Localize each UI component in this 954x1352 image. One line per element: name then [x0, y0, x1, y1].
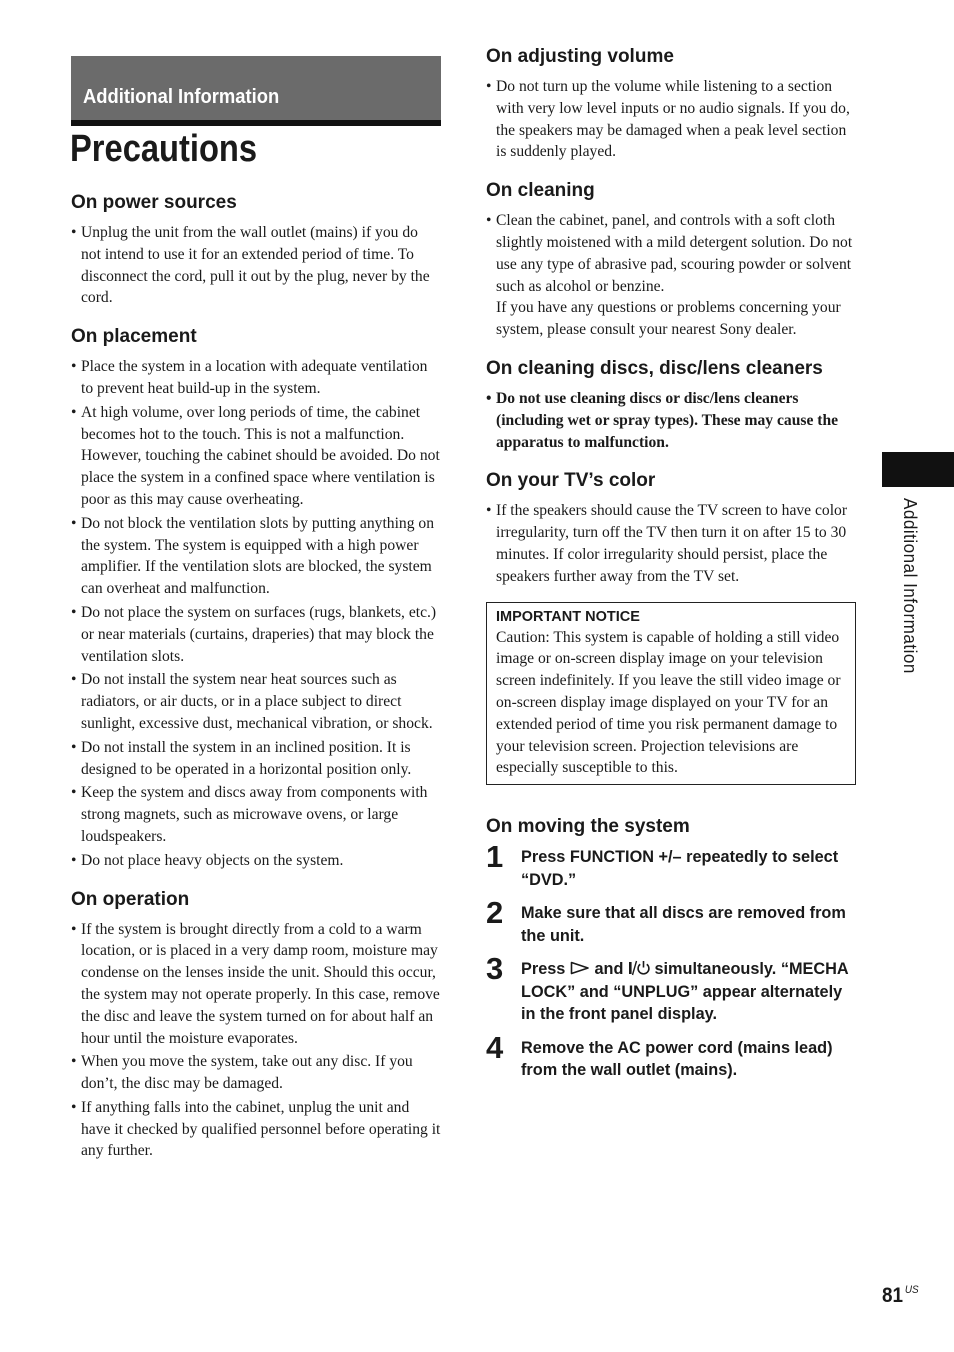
list-item: • Do not turn up the volume while listening to a section with very low level inputs or no audio signals. If you do, the speakers may be damaged when a peak level section is suddenly played. — [486, 76, 856, 163]
step-text: Remove the AC power cord (mains lead) from the wall outlet (mains). — [521, 1038, 833, 1080]
notice-body: Caution: This system is capable of holding a still video image or on-screen display image on your television screen indefinitely. If you leave the still video image or on-screen display image displayed on your TV for an extended period of time you risk permanent damage to your television screen. Projection televisions are especially susceptible to this. — [496, 628, 841, 777]
page-title: Precautions — [70, 128, 258, 170]
list-item: • Do not install the system in an inclined position. It is designed to be operated in a horizontal position only. — [71, 737, 441, 781]
step-text — [521, 958, 856, 1026]
section-heading: On operation — [71, 888, 190, 910]
step-text-prefix: Press — [521, 960, 566, 979]
list-item: • Unplug the unit from the wall outlet (mains) if you do not intend to use it for an extended period of time. To disconnect the cord, pull it out by the plug, never by the cord. — [71, 222, 441, 309]
banner-divider — [71, 120, 441, 126]
bullet-list — [71, 222, 441, 309]
step-2 — [486, 895, 856, 947]
step-text-suffix: simultaneously. “MECHA LOCK” and “UNPLUG” appear alternately in the front panel display. — [521, 960, 849, 1024]
notice-title: IMPORTANT NOTICE — [496, 608, 640, 625]
list-item: • Do not place the system on surfaces (rugs, blankets, etc.) or near materials (curtains, draperies) that may block the ventilation slots. — [71, 602, 441, 667]
section-cleaning-discs — [486, 355, 856, 453]
list-item: • If the speakers should cause the TV screen to have color irregularity, turn off the TV then turn it on after 15 to 30 minutes. If color irregularity should persist, place the speakers further away from the TV set. — [486, 500, 856, 587]
list-item: • Do not install the system near heat sources such as radiators, or air ducts, or in a place subject to direct sunlight, excessive dust, mechanical vibration, or shock. — [71, 669, 441, 734]
step-3 — [486, 951, 856, 1026]
bullet-list — [71, 356, 441, 871]
step-text: Make sure that all discs are removed from the unit. — [521, 904, 846, 945]
list-item: • If anything falls into the cabinet, unplug the unit and have it checked by qualified personnel before operating it any further. — [71, 1097, 441, 1162]
bullet-list — [486, 500, 856, 587]
bullet-list — [486, 388, 856, 453]
list-item-note: If you have any questions or problems concerning your system, please consult your nearest Sony dealer. — [496, 299, 841, 339]
section-banner — [71, 56, 441, 120]
important-notice-box — [486, 602, 856, 786]
step-4 — [486, 1029, 856, 1082]
section-adjusting-volume — [486, 43, 856, 163]
section-heading: On placement — [71, 326, 197, 348]
chapter-tab-label: Additional Information — [900, 498, 920, 674]
step-number: 1 — [486, 839, 504, 875]
section-operation — [71, 886, 441, 1163]
left-column — [71, 189, 441, 1176]
section-tv-color — [486, 467, 856, 587]
list-item: • At high volume, over long periods of time, the cabinet becomes hot to the touch. This is not a malfunction. However, touching the cabinet should be avoided. Do not place the system in a confined space where ventilation is poor as this may cause overheating. — [71, 402, 441, 511]
section-heading: On your TV’s color — [486, 470, 656, 492]
section-heading: On cleaning — [486, 180, 595, 202]
list-item: • Place the system in a location with adequate ventilation to prevent heat build-up in the system. — [71, 356, 441, 400]
list-item — [486, 210, 856, 341]
section-heading: On moving the system — [486, 816, 690, 838]
step-1 — [486, 839, 856, 891]
list-item: • If the system is brought directly from a cold to a warm location, or is placed in a very damp room, moisture may condense on the lenses inside the unit. Should this occur, the system may not operate properly. In this case, remove the disc and leave the system turned on for about half an hour until the moisture evaporates. — [71, 919, 441, 1050]
step-text: Press FUNCTION +/– repeatedly to select “DVD.” — [521, 848, 839, 889]
list-item: • When you move the system, take out any disc. If you don’t, the disc may be damaged. — [71, 1051, 441, 1095]
section-cleaning — [486, 177, 856, 341]
list-item: • Keep the system and discs away from components with strong magnets, such as microwave ovens, or large loudspeakers. — [71, 782, 441, 847]
section-power-sources — [71, 189, 441, 309]
list-item-text: Clean the cabinet, panel, and controls with a soft cloth slightly moistened with a mild detergent solution. Do not use any type of abrasive pad, scouring powder or solvent such as alcohol or benzine. — [496, 212, 853, 295]
section-heading: On power sources — [71, 192, 237, 213]
chapter-tab-marker — [882, 452, 954, 487]
bullet-list — [486, 210, 856, 341]
section-placement — [71, 323, 441, 871]
section-heading: On adjusting volume — [486, 46, 674, 67]
page-number-suffix: US — [904, 1284, 919, 1296]
bullet-list — [71, 919, 441, 1163]
step-number: 3 — [486, 951, 504, 987]
play-button-icon — [570, 961, 590, 975]
power-on-standby-icon — [628, 960, 650, 976]
step-number: 4 — [486, 1029, 504, 1065]
list-item: • Do not block the ventilation slots by putting anything on the system. The system is equipped with a high power amplifier. If the ventilation slots are blocked, the system can overheat and malfunction. — [71, 513, 441, 600]
step-text-and: and — [594, 960, 624, 979]
section-moving-system — [486, 813, 856, 1082]
right-column — [486, 43, 856, 1096]
page-number-value: 81 — [882, 1284, 904, 1307]
list-item: • Do not place heavy objects on the system. — [71, 850, 441, 872]
list-item: • Do not use cleaning discs or disc/lens cleaners (including wet or spray types). These may cause the apparatus to malfunction. — [486, 388, 856, 453]
step-number: 2 — [486, 895, 504, 931]
page-number — [882, 1284, 919, 1308]
section-banner-label: Additional Information — [83, 86, 280, 108]
bullet-list — [486, 76, 856, 163]
section-heading: On cleaning discs, disc/lens cleaners — [486, 357, 823, 379]
